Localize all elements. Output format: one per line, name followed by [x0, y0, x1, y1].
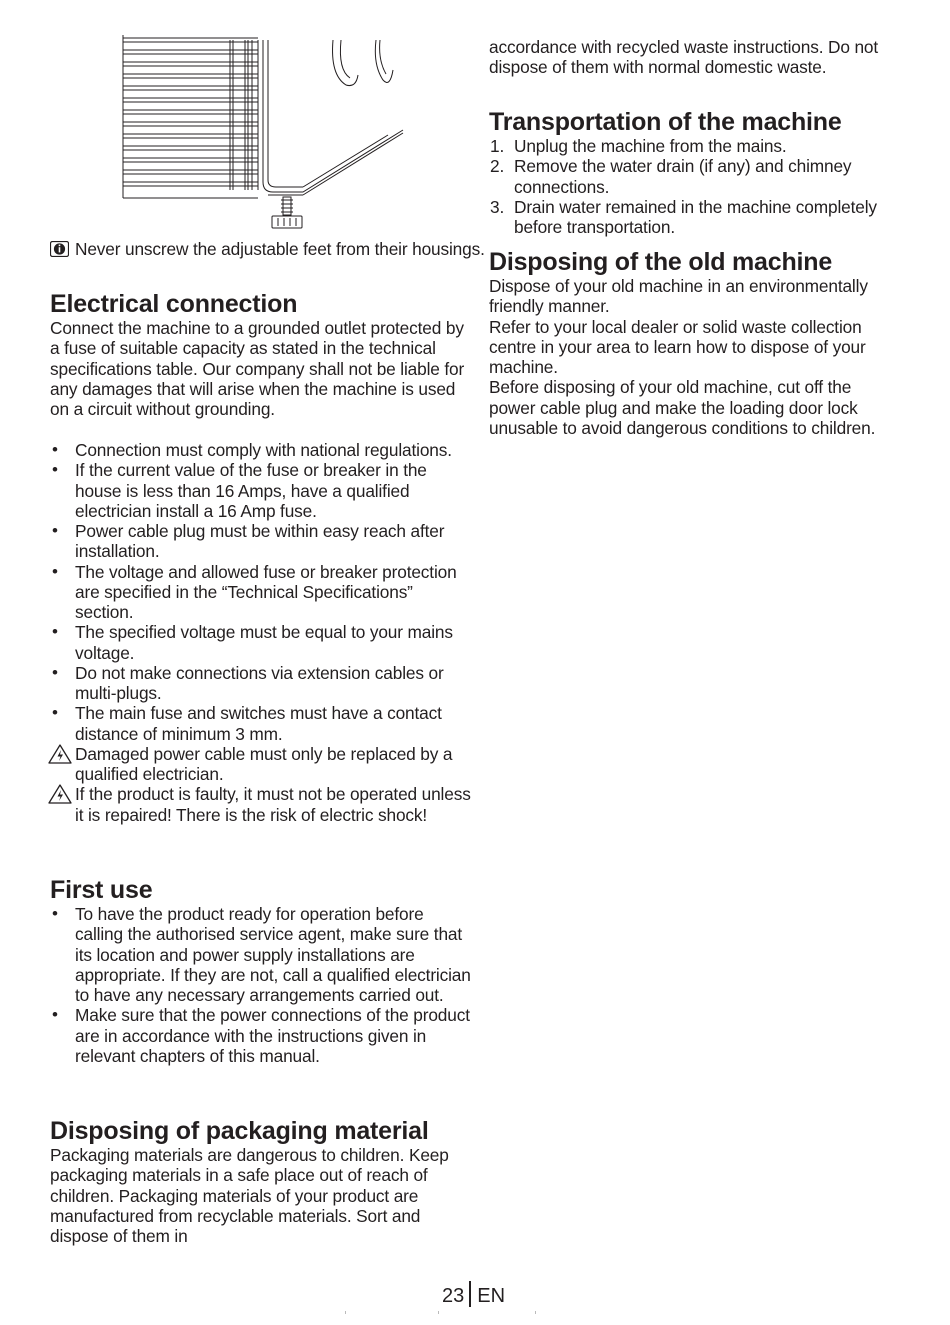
electric-warning-icon [48, 784, 72, 804]
bullet-icon: • [52, 521, 58, 540]
page-footer [442, 1281, 505, 1308]
bullet-item: • Do not make connections via extension cables or multi-plugs. [52, 662, 444, 703]
footer-divider [469, 1281, 471, 1307]
bullet-item: • The main fuse and switches must have a contact distance of minimum 3 mm. [52, 703, 442, 744]
warning-item: Damaged power cable must only be replaced by a qualified electrician. [50, 744, 475, 785]
packaging-text: Packaging materials are dangerous to children. Keep packaging materials in a safe place out of reach of children. Packaging materials of your product are manufactured from recyclable materials. Sort and dispose of them in [50, 1145, 449, 1246]
note-feet-text: Never unscrew the adjustable feet from their housings. [75, 239, 485, 259]
bullet-item: • The voltage and allowed fuse or breaker protection are specified in the “Technical Specifications” section. [52, 561, 457, 622]
note-feet [50, 239, 500, 259]
first-use-bullet-list [50, 904, 475, 1066]
bullet-icon: • [52, 703, 58, 723]
electrical-bullet-list [50, 440, 475, 825]
first-use-heading: First use [50, 876, 153, 904]
electrical-heading: Electrical connection [50, 290, 298, 318]
electric-warning-icon [48, 744, 72, 764]
old-machine-paragraph: Before disposing of your old machine, cut off the power cable plug and make the loading door lock unusable to avoid dangerous conditions to children. [489, 377, 876, 438]
bullet-icon: • [52, 561, 58, 581]
grille-slats [123, 38, 258, 186]
bullet-item: • Power cable plug must be within easy reach after installation. [52, 521, 445, 562]
bullet-icon: • [52, 622, 58, 642]
warning-item: If the product is faulty, it must not be operated unless it is repaired! There is the risk of electric shock! [50, 784, 475, 825]
page-number: 23 [442, 1285, 465, 1307]
old-machine-paragraph: Dispose of your old machine in an environmentally friendly manner. [489, 276, 868, 317]
packaging-heading: Disposing of packaging material [50, 1117, 429, 1145]
bullet-item: • The specified voltage must be equal to your mains voltage. [52, 622, 453, 663]
old-machine-paragraph: Refer to your local dealer or solid waste collection centre in your area to learn how to dispose of your machine. [489, 316, 866, 377]
bullet-icon: • [52, 1005, 58, 1025]
packaging-continued-text: accordance with recycled waste instructions. Do not dispose of them with normal domestic waste. [489, 37, 879, 78]
step-item: 3. Drain water remained in the machine completely before transportation. [490, 196, 877, 237]
bullet-icon: • [52, 440, 58, 459]
language-code: EN [477, 1285, 506, 1307]
bullet-item: • Connection must comply with national regulations. [52, 440, 452, 460]
step-number: 2. [490, 156, 505, 177]
step-number: 1. [490, 136, 505, 156]
step-item: 1. Unplug the machine from the mains. [490, 136, 787, 156]
scan-mark [438, 1311, 439, 1314]
old-machine-heading: Disposing of the old machine [489, 248, 833, 276]
bullet-icon: • [52, 460, 58, 480]
bullet-icon: • [52, 904, 58, 923]
scan-mark [345, 1311, 346, 1314]
scan-mark [535, 1311, 536, 1314]
bullet-item: • To have the product ready for operation before calling the authorised service agent, make sure that its location and power supply installations are appropriate. If they are not, call a qualified electrician to have any necessary arrangements carried out. [52, 904, 471, 1005]
transport-heading: Transportation of the machine [489, 108, 842, 136]
info-icon [50, 241, 69, 257]
old-machine-text [489, 276, 889, 438]
step-item: 2. Remove the water drain (if any) and chimney connections. [490, 156, 852, 197]
bullet-item: • If the current value of the fuse or breaker in the house is less than 16 Amps, have a qualified electrician install a 16 Amp fuse. [52, 460, 427, 521]
step-number: 3. [490, 196, 505, 217]
transport-step-list [489, 136, 899, 237]
bullet-icon: • [52, 662, 58, 682]
machine-foot-illustration [118, 30, 413, 235]
bullet-item: • Make sure that the power connections of the product are in accordance with the instructions given in relevant chapters of this manual. [52, 1005, 470, 1066]
electrical-intro: Connect the machine to a grounded outlet protected by a fuse of suitable capacity as stated in the technical specifications table. Our company shall not be liable for any damages that will arise when the machine is used on a circuit without grounding. [50, 318, 465, 419]
